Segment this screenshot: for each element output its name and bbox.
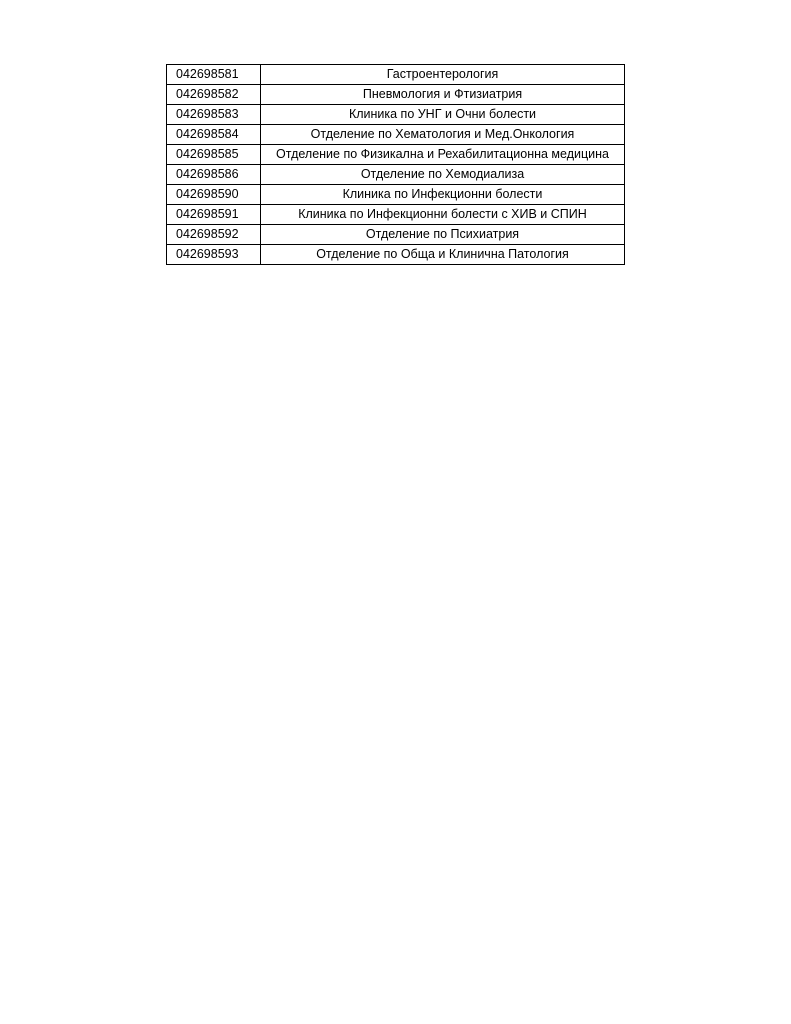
department-cell: Отделение по Психиатрия: [261, 225, 625, 245]
department-cell: Клиника по Инфекционни болести с ХИВ и СПИН: [261, 205, 625, 225]
table-row: [167, 225, 625, 245]
phone-directory-body: [167, 65, 625, 265]
table-row: [167, 245, 625, 265]
table-row: [167, 145, 625, 165]
table-row: [167, 65, 625, 85]
department-cell: Отделение по Хемодиализа: [261, 165, 625, 185]
phone-number-cell: 042698586: [167, 165, 261, 185]
phone-number-cell: 042698583: [167, 105, 261, 125]
phone-number-cell: 042698591: [167, 205, 261, 225]
department-cell: Гастроентерология: [261, 65, 625, 85]
phone-number-cell: 042698590: [167, 185, 261, 205]
phone-number-cell: 042698593: [167, 245, 261, 265]
phone-number-cell: 042698585: [167, 145, 261, 165]
department-cell: Отделение по Хематология и Мед.Онкология: [261, 125, 625, 145]
table-row: [167, 85, 625, 105]
phone-number-cell: 042698592: [167, 225, 261, 245]
phone-number-cell: 042698581: [167, 65, 261, 85]
table-row: [167, 105, 625, 125]
department-cell: Клиника по УНГ и Очни болести: [261, 105, 625, 125]
table-row: [167, 185, 625, 205]
department-cell: Пневмология и Фтизиатрия: [261, 85, 625, 105]
table-row: [167, 125, 625, 145]
department-cell: Отделение по Физикална и Рехабилитационна медицина: [261, 145, 625, 165]
phone-number-cell: 042698582: [167, 85, 261, 105]
phone-directory-table: [166, 64, 625, 265]
table-row: [167, 165, 625, 185]
phone-number-cell: 042698584: [167, 125, 261, 145]
table-row: [167, 205, 625, 225]
department-cell: Отделение по Обща и Клинична Патология: [261, 245, 625, 265]
department-cell: Клиника по Инфекционни болести: [261, 185, 625, 205]
